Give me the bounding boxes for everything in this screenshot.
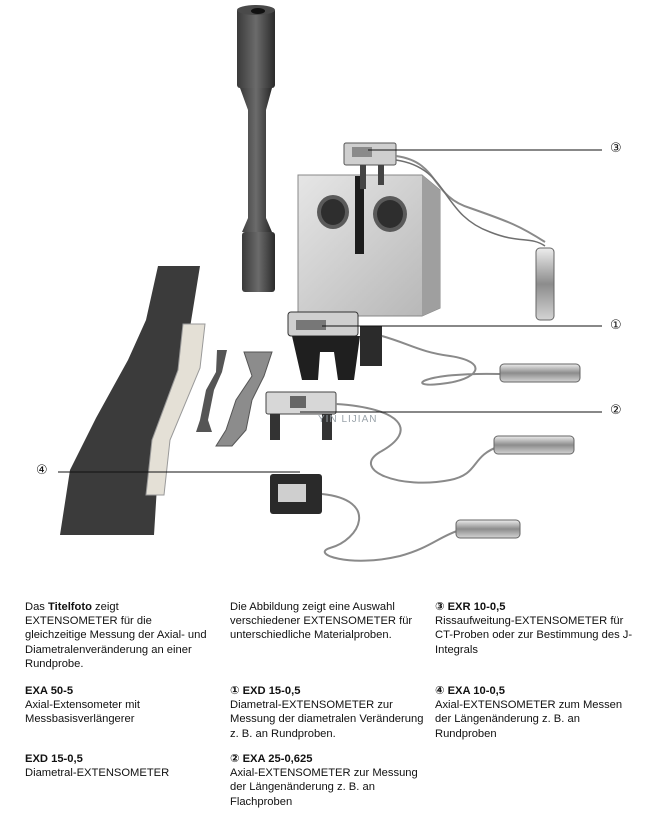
callout-number-2: ②	[610, 403, 622, 418]
callout-number-3: ③	[610, 141, 622, 156]
exd15-title: EXD 15-0,5	[25, 753, 83, 765]
exa50-description: Axial-Extensometer mit Messbasisverlängerer	[25, 699, 141, 726]
item-4-title: EXA 10-0,5	[447, 685, 506, 697]
item-1-number: ①	[230, 685, 240, 697]
item-1-title: EXD 15-0,5	[242, 685, 301, 697]
item-2-block	[230, 752, 420, 809]
callout-number-4: ④	[36, 463, 48, 478]
callout-number-1: ①	[610, 318, 622, 333]
item-2-title: EXA 25-0,625	[242, 753, 313, 765]
ct-specimen-block	[298, 175, 440, 316]
item-1-description: Diametral-EXTENSOMETER zur Messung der diametralen Veränderung z. B. an Rundproben.	[230, 699, 424, 740]
watermark-text: YIN LIJIAN	[318, 414, 378, 425]
item-3-description: Rissaufweitung-EXTENSOMETER für CT-Proben oder zur Bestimmung des J-Integrals	[435, 615, 633, 656]
item-2-number: ②	[230, 753, 240, 765]
round-specimen	[237, 5, 275, 292]
item-4-block	[435, 684, 635, 741]
exa50-title: EXA 50-5	[25, 685, 74, 697]
exd15-description: Diametral-EXTENSOMETER	[25, 767, 170, 780]
item-4-description: Axial-EXTENSOMETER zum Messen der Längenänderung z. B. an Rundproben	[435, 699, 623, 740]
item-1-block	[230, 684, 430, 741]
item-4-number: ④	[435, 685, 445, 697]
intro-bold-word: Titelfoto	[48, 601, 92, 613]
exd-extensometer	[288, 312, 580, 385]
item-3-number: ③	[435, 601, 445, 613]
exd15-block	[25, 752, 235, 780]
selection-intro: Die Abbildung zeigt eine Auswahl verschiedener EXTENSOMETER für unterschiedliche Materialproben.	[230, 601, 413, 642]
item-3-block	[435, 600, 635, 657]
exa50-block	[25, 684, 215, 727]
item-3-title: EXR 10-0,5	[447, 601, 506, 613]
intro-text: Das Titelfoto zeigt EXTENSOMETER für die gleichzeitige Messung der Axial- und Diametralenveränderung an einer Rundprobe.	[25, 601, 207, 670]
exa10-extensometer	[270, 474, 520, 561]
item-2-description: Axial-EXTENSOMETER zur Messung der Längenänderung z. B. an Flachproben	[230, 767, 418, 808]
exa25-extensometer	[266, 392, 574, 483]
